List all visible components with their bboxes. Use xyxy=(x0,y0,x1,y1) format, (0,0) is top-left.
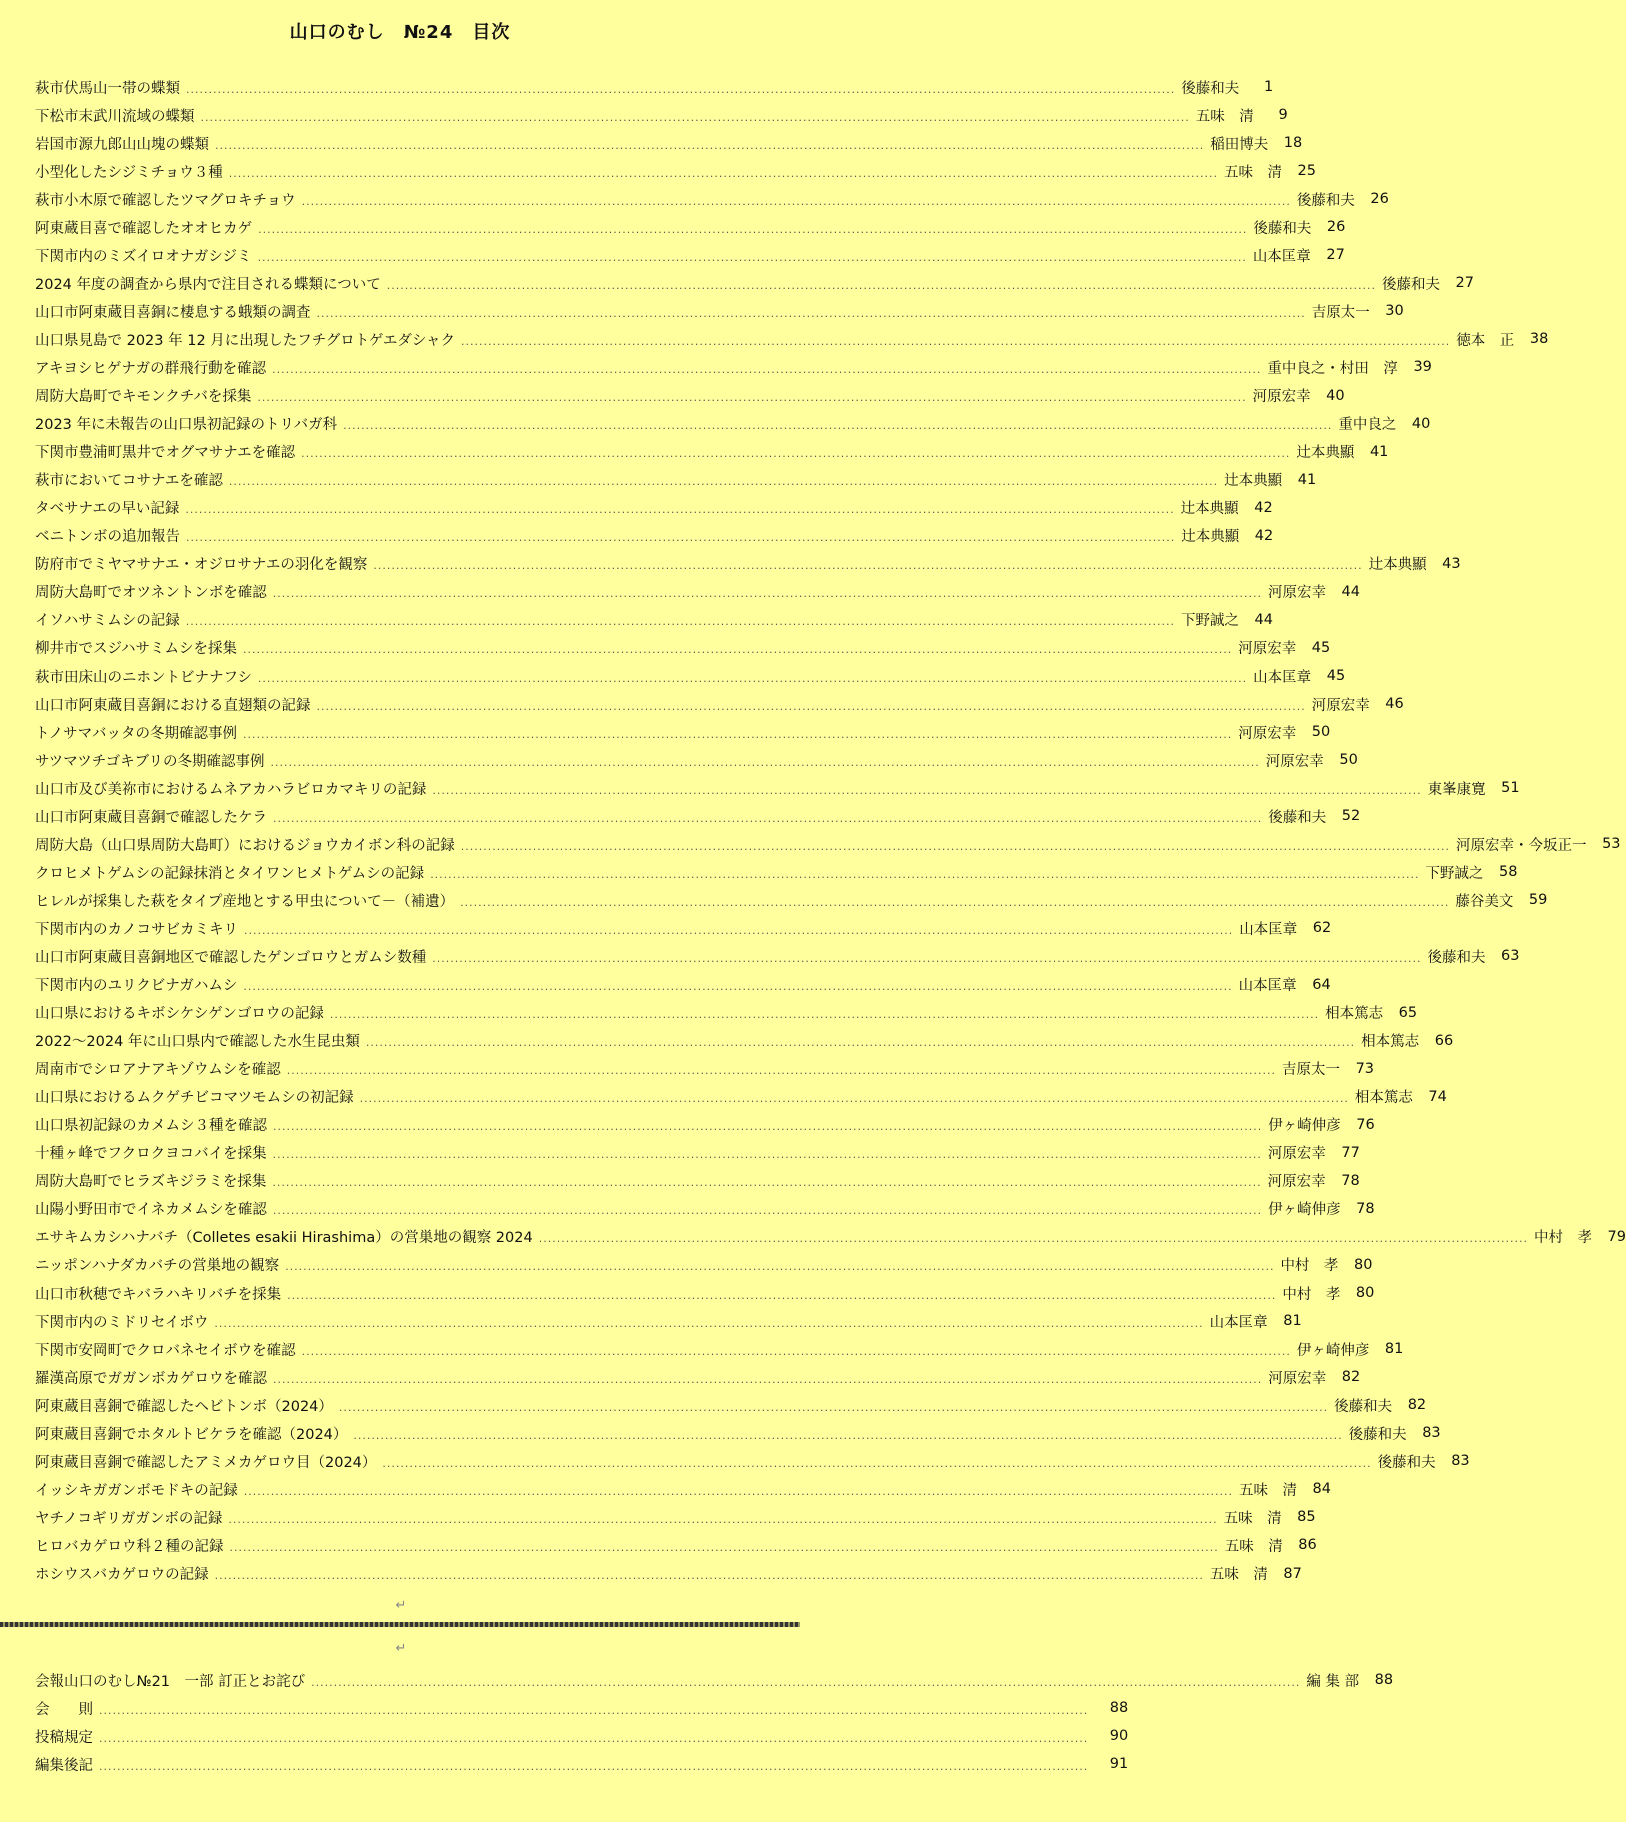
dot-leader: ............................................................................................................................................................................................................................ xyxy=(430,867,1420,881)
entry-page: 1 xyxy=(1264,79,1274,96)
toc-entry xyxy=(35,1419,1441,1447)
entry-page: 83 xyxy=(1422,1425,1441,1442)
entry-author: 河原宏幸 xyxy=(1311,697,1370,714)
entry-author: 後藤和夫 xyxy=(1253,220,1312,237)
entry-author: 五味 清 xyxy=(1224,1538,1283,1555)
toc-entry xyxy=(35,1391,1427,1419)
entry-author: 後藤和夫 xyxy=(1268,809,1327,826)
dot-leader: ............................................................................................................................................................................................................................ xyxy=(343,419,1333,433)
toc-entry xyxy=(35,690,1404,718)
entry-page: 76 xyxy=(1356,1116,1375,1133)
dot-leader: ............................................................................................................................................................................................................................ xyxy=(214,1316,1204,1330)
entry-title: 下関市内のミズイロオナガシジミ xyxy=(35,248,252,265)
entry-page: 85 xyxy=(1297,1509,1316,1526)
toc-entry xyxy=(35,1307,1302,1335)
entry-author: 河原宏幸 xyxy=(1252,389,1311,406)
entry-page: 84 xyxy=(1312,1481,1331,1498)
entry-page: 73 xyxy=(1355,1060,1375,1077)
entry-page: 9 xyxy=(1278,107,1288,124)
entry-page: 81 xyxy=(1384,1341,1404,1358)
toc-entry xyxy=(35,578,1360,606)
entry-page: 77 xyxy=(1341,1144,1360,1161)
dot-leader: ............................................................................................................................................................................................................................ xyxy=(185,615,1175,629)
entry-title: 周防大島町でオツネントンボを確認 xyxy=(35,585,267,602)
dot-leader: ............................................................................................................................................................................................................................ xyxy=(200,110,1190,124)
entry-title: 下関市安岡町でクロバネセイボウを確認 xyxy=(35,1342,296,1359)
entry-page: 83 xyxy=(1451,1453,1470,1470)
toc-entry xyxy=(35,241,1345,269)
entry-title: 周防大島町でキモンクチバを採集 xyxy=(35,389,252,406)
entry-author: 五味 清 xyxy=(1223,1510,1282,1527)
entry-title: 阿東蔵目喜で確認したオオヒカゲ xyxy=(35,220,253,237)
toc-entry xyxy=(35,1503,1316,1531)
dot-leader: ............................................................................................................................................................................................................................ xyxy=(214,1569,1204,1582)
entry-title: 十種ヶ峰でフクロクヨコバイを採集 xyxy=(35,1146,267,1163)
dot-leader: ............................................................................................................................................................................................................................ xyxy=(386,278,1376,292)
entry-author: 河原宏幸 xyxy=(1267,1174,1326,1191)
dot-leader: ............................................................................................................................................................................................................................ xyxy=(228,1512,1218,1526)
toc-entry xyxy=(35,1223,1626,1251)
dot-leader: ............................................................................................................................................................................................................................ xyxy=(99,1731,1089,1745)
dot-leader: ............................................................................................................................................................................................................................ xyxy=(272,362,1262,376)
entry-author: 河原宏幸 xyxy=(1238,641,1297,658)
entry-title: 山口県におけるキボシケシゲンゴロウの記録 xyxy=(35,1006,324,1023)
entry-page: 79 xyxy=(1607,1228,1626,1245)
dot-leader: ............................................................................................................................................................................................................................ xyxy=(186,82,1176,96)
entry-author: 伊ヶ崎伸彦 xyxy=(1296,1342,1370,1359)
dot-leader: ............................................................................................................................................................................................................................ xyxy=(243,1484,1233,1498)
entry-author: 重中良之 xyxy=(1338,417,1397,434)
entry-page: 63 xyxy=(1501,948,1520,965)
toc-entry xyxy=(35,999,1418,1027)
dot-leader: ............................................................................................................................................................................................................................ xyxy=(257,250,1247,264)
entry-title: 編集後記 xyxy=(35,1757,93,1774)
toc-entry xyxy=(35,466,1317,494)
toc-entry xyxy=(35,1195,1375,1223)
entry-page: 38 xyxy=(1529,331,1549,348)
entry-title: ヒロバカゲロウ科２種の記録 xyxy=(35,1538,224,1555)
toc-entry xyxy=(35,1139,1360,1167)
appendix-contents xyxy=(35,1666,1394,1778)
entry-page: 26 xyxy=(1370,191,1389,208)
dot-leader: ............................................................................................................................................................................................................................ xyxy=(257,671,1248,685)
entry-title: 羅漢高原でガガンボカゲロウを確認 xyxy=(35,1370,267,1387)
toc-entry xyxy=(35,662,1346,690)
dot-leader: ............................................................................................................................................................................................................................ xyxy=(186,531,1176,545)
entry-title: 山陽小野田市でイネカメムシを確認 xyxy=(35,1202,267,1219)
entry-title: 山口市阿東蔵目喜銅で確認したケラ xyxy=(35,809,267,826)
entry-author: 後藤和夫 xyxy=(1334,1398,1393,1415)
entry-title: 萩市においてコサナエを確認 xyxy=(35,473,223,490)
entry-title: 2023 年に未報告の山口県初記録のトリバガ科 xyxy=(35,417,338,434)
toc-entry xyxy=(35,438,1389,466)
toc-entry xyxy=(35,1447,1470,1475)
dot-leader: ............................................................................................................................................................................................................................ xyxy=(185,503,1175,517)
entry-author: 辻本典顯 xyxy=(1180,501,1239,518)
dot-leader: ............................................................................................................................................................................................................................ xyxy=(272,587,1262,601)
entry-page: 81 xyxy=(1283,1313,1302,1330)
entry-title: 山口市阿東蔵目喜銅における直翅類の記録 xyxy=(35,697,311,714)
entry-author: 後藤和夫 xyxy=(1427,949,1486,966)
toc-entry xyxy=(35,1111,1375,1139)
entry-page: 45 xyxy=(1311,639,1331,656)
entry-author: 相本篤志 xyxy=(1361,1034,1420,1051)
entry-page: 86 xyxy=(1298,1537,1317,1554)
toc-entry xyxy=(35,410,1431,438)
entry-title: 山口市阿東蔵目喜銅に棲息する蛾類の調査 xyxy=(35,304,311,321)
entry-author: 下野誠之 xyxy=(1425,865,1484,882)
dot-leader: ............................................................................................................................................................................................................................ xyxy=(365,1036,1356,1050)
entry-page: 26 xyxy=(1326,219,1346,236)
dot-leader: ............................................................................................................................................................................................................................ xyxy=(353,1428,1343,1442)
entry-author: 伊ヶ崎伸彦 xyxy=(1268,1202,1341,1219)
entry-author: 山本匡章 xyxy=(1253,669,1312,686)
entry-title: 萩市伏馬山一帯の蝶類 xyxy=(35,80,180,97)
entry-author: 後藤和夫 xyxy=(1381,276,1440,293)
entry-author: 重中良之・村田 淳 xyxy=(1267,360,1398,377)
entry-author: 編 集 部 xyxy=(1306,1673,1360,1690)
dot-leader: ............................................................................................................................................................................................................................ xyxy=(215,138,1205,152)
entry-title: 小型化したシジミチョウ３種 xyxy=(35,164,223,181)
entry-author: 後藤和夫 xyxy=(1181,80,1240,97)
dot-leader: ............................................................................................................................................................................................................................ xyxy=(272,1148,1262,1162)
dot-leader: ............................................................................................................................................................................................................................ xyxy=(316,306,1306,320)
entry-page: 40 xyxy=(1326,387,1345,404)
entry-title: 阿東蔵目喜銅で確認したヘビトンボ（2024） xyxy=(35,1398,333,1415)
toc-entry xyxy=(35,802,1361,830)
entry-title: 下松市末武川流域の蝶類 xyxy=(35,108,195,125)
dot-leader: ............................................................................................................................................................................................................................ xyxy=(272,1176,1262,1190)
toc-entry xyxy=(35,1666,1394,1694)
entry-author: 中村 孝 xyxy=(1282,1286,1341,1303)
entry-author: 後藤和夫 xyxy=(1296,192,1355,209)
toc-entry xyxy=(35,914,1332,942)
entry-author: 山本匡章 xyxy=(1238,978,1297,995)
entry-author: 伊ヶ崎伸彦 xyxy=(1268,1118,1341,1135)
toc-entry xyxy=(35,129,1303,157)
entry-title: 会 則 xyxy=(35,1701,93,1718)
entry-title: 山口市阿東蔵目喜銅地区で確認したゲンゴロウとガムシ数種 xyxy=(35,949,427,966)
dot-leader: ............................................................................................................................................................................................................................ xyxy=(258,222,1248,236)
entry-title: タベサナエの早い記録 xyxy=(35,501,180,518)
toc-entry xyxy=(35,830,1621,858)
dot-leader: ............................................................................................................................................................................................................................ xyxy=(228,475,1219,489)
entry-page: 46 xyxy=(1385,696,1404,713)
toc-entry xyxy=(35,1750,1129,1778)
dot-leader: ............................................................................................................................................................................................................................ xyxy=(286,1064,1277,1078)
toc-entry xyxy=(35,1251,1373,1279)
entry-title: サツマツチゴキブリの冬期確認事例 xyxy=(35,753,265,770)
toc-entry xyxy=(35,774,1520,802)
dot-leader: ............................................................................................................................................................................................................................ xyxy=(243,980,1233,994)
entry-page: 91 xyxy=(1109,1756,1129,1773)
entry-author: 河原宏幸 xyxy=(1268,1370,1327,1387)
entry-author: 後藤和夫 xyxy=(1348,1426,1407,1443)
entry-title: イソハサミムシの記録 xyxy=(35,613,180,630)
entry-page: 44 xyxy=(1341,583,1360,600)
dot-leader: ............................................................................................................................................................................................................................ xyxy=(338,1400,1329,1414)
dot-leader: ............................................................................................................................................................................................................................ xyxy=(257,391,1247,405)
toc-entry xyxy=(35,73,1274,101)
dot-leader: ............................................................................................................................................................................................................................ xyxy=(242,643,1233,657)
toc-entry xyxy=(35,1027,1454,1055)
dot-leader: ............................................................................................................................................................................................................................ xyxy=(311,1675,1301,1689)
entry-page: 41 xyxy=(1369,443,1389,460)
toc-entry xyxy=(35,1475,1331,1503)
entry-title: 下関市内のユリクビナガハムシ xyxy=(35,978,238,995)
entry-page: 78 xyxy=(1341,1172,1360,1189)
entry-page: 64 xyxy=(1312,976,1331,993)
dot-leader: ............................................................................................................................................................................................................................ xyxy=(99,1703,1089,1717)
dot-leader: ............................................................................................................................................................................................................................ xyxy=(228,166,1218,180)
toc-entry xyxy=(35,382,1345,410)
entry-title: 防府市でミヤマサナエ・オジロサナエの羽化を観察 xyxy=(35,557,368,574)
toc-entry xyxy=(35,886,1548,914)
toc-entry xyxy=(35,1055,1375,1083)
entry-page: 74 xyxy=(1428,1088,1447,1105)
entry-title: ホシウスバカゲロウの記録 xyxy=(35,1567,209,1583)
entry-title: アキヨシヒゲナガの群飛行動を確認 xyxy=(35,360,267,377)
entry-page: 50 xyxy=(1339,752,1358,769)
entry-author: 辻本典顯 xyxy=(1224,473,1283,490)
entry-author: 辻本典顯 xyxy=(1181,529,1240,546)
dot-leader: ............................................................................................................................................................................................................................ xyxy=(538,1232,1528,1246)
entry-page: 27 xyxy=(1326,247,1345,264)
entry-title: ニッポンハナダカバチの営巣地の観察 xyxy=(35,1258,280,1275)
entry-page: 25 xyxy=(1297,163,1316,180)
toc-entry xyxy=(35,1363,1361,1391)
entry-page: 80 xyxy=(1355,1285,1375,1302)
entry-page: 78 xyxy=(1356,1200,1375,1217)
dot-leader: ............................................................................................................................................................................................................................ xyxy=(229,1540,1219,1554)
entry-page: 27 xyxy=(1455,275,1474,292)
toc-entry xyxy=(35,522,1274,550)
entry-author: 後藤和夫 xyxy=(1377,1454,1436,1471)
entry-author: 山本匡章 xyxy=(1252,248,1311,265)
entry-author: 河原宏幸 xyxy=(1267,1146,1326,1163)
entry-author: 河原宏幸 xyxy=(1265,753,1324,770)
toc-entry xyxy=(35,606,1273,634)
entry-author: 五味 清 xyxy=(1238,1482,1297,1499)
table-of-contents xyxy=(35,73,1626,1588)
entry-page: 90 xyxy=(1109,1728,1129,1745)
entry-page: 58 xyxy=(1498,864,1518,881)
section-divider xyxy=(0,1622,800,1627)
entry-author: 相本篤志 xyxy=(1325,1006,1384,1023)
entry-title: 山口市及び美祢市におけるムネアカハラビロカマキリの記録 xyxy=(35,781,427,798)
dot-leader: ............................................................................................................................................................................................................................ xyxy=(373,559,1363,573)
entry-title: ヤチノコギリガガンボの記録 xyxy=(35,1510,223,1527)
entry-title: 下関市豊浦町黒井でオグマサナエを確認 xyxy=(35,445,296,462)
entry-title: 柳井市でスジハサミムシを採集 xyxy=(35,641,237,658)
entry-author: 山本匡章 xyxy=(1209,1314,1268,1331)
entry-author: 河原宏幸 xyxy=(1238,725,1297,742)
dot-leader: ............................................................................................................................................................................................................................ xyxy=(329,1008,1320,1022)
toc-entry xyxy=(35,1279,1375,1307)
entry-page: 50 xyxy=(1311,724,1331,741)
entry-title: 阿東蔵目喜銅でホタルトビケラを確認（2024） xyxy=(35,1426,348,1443)
entry-author: 稲田博夫 xyxy=(1210,136,1269,153)
entry-author: 五味 清 xyxy=(1223,164,1282,181)
entry-title: 投稿規定 xyxy=(35,1729,93,1746)
toc-entry xyxy=(35,1559,1302,1587)
entry-author: 五味 清 xyxy=(1195,108,1254,125)
toc-entry xyxy=(35,942,1520,970)
toc-entry xyxy=(35,297,1404,325)
entry-page: 45 xyxy=(1326,668,1346,684)
entry-page: 30 xyxy=(1385,303,1404,320)
entry-page: 40 xyxy=(1411,415,1431,432)
toc-entry xyxy=(35,634,1331,662)
dot-leader: ............................................................................................................................................................................................................................ xyxy=(301,1344,1291,1358)
entry-title: トノサマバッタの冬期確認事例 xyxy=(35,725,237,742)
entry-page: 88 xyxy=(1109,1700,1129,1717)
toc-entry xyxy=(35,718,1331,746)
entry-title: 阿東蔵目喜銅で確認したアミメカゲロウ目（2024） xyxy=(35,1454,377,1471)
entry-page: 18 xyxy=(1283,135,1303,152)
dot-leader: ............................................................................................................................................................................................................................ xyxy=(273,1120,1263,1134)
entry-title: エサキムカシハナバチ（Colletes esakii Hirashima）の営巣地の観察 2024 xyxy=(35,1230,533,1247)
toc-entry xyxy=(35,325,1549,353)
dot-leader: ............................................................................................................................................................................................................................ xyxy=(359,1092,1349,1106)
toc-entry xyxy=(35,269,1474,297)
entry-author: 東峯康寛 xyxy=(1427,781,1486,798)
toc-entry xyxy=(35,1531,1317,1559)
entry-page: 52 xyxy=(1341,808,1361,825)
dot-leader: ............................................................................................................................................................................................................................ xyxy=(244,923,1234,937)
entry-page: 82 xyxy=(1341,1369,1361,1386)
dot-leader: ............................................................................................................................................................................................................................ xyxy=(242,727,1233,741)
dot-leader: ............................................................................................................................................................................................................................ xyxy=(432,951,1422,965)
dot-leader: ............................................................................................................................................................................................................................ xyxy=(273,811,1263,825)
entry-author: 下野誠之 xyxy=(1180,613,1239,630)
entry-title: 周防大島町でヒラズキジラミを採集 xyxy=(35,1174,267,1191)
toc-entry xyxy=(35,1335,1404,1363)
toc-entry xyxy=(35,494,1273,522)
entry-author: 吉原太一 xyxy=(1311,304,1370,321)
toc-entry xyxy=(35,101,1288,129)
toc-entry xyxy=(35,550,1461,578)
entry-title: 下関市内のミドリセイボウ xyxy=(35,1314,209,1331)
toc-entry xyxy=(35,185,1389,213)
dot-leader: ............................................................................................................................................................................................................................ xyxy=(461,334,1451,348)
entry-author: 徳本 正 xyxy=(1456,332,1515,349)
toc-entry xyxy=(35,157,1316,185)
entry-page: 62 xyxy=(1312,920,1332,937)
entry-title: 岩国市源九郎山山塊の蝶類 xyxy=(35,136,209,153)
entry-author: 河原宏幸・今坂正一 xyxy=(1456,837,1587,854)
toc-entry xyxy=(35,1083,1447,1111)
toc-entry xyxy=(35,858,1518,886)
dot-leader: ............................................................................................................................................................................................................................ xyxy=(460,839,1451,853)
entry-page: 39 xyxy=(1413,359,1432,376)
entry-author: 河原宏幸 xyxy=(1267,585,1326,602)
dot-leader: ............................................................................................................................................................................................................................ xyxy=(460,895,1450,909)
entry-author: 辻本典顯 xyxy=(1296,445,1355,462)
entry-title: イッシキガガンボモドキの記録 xyxy=(35,1482,238,1499)
entry-page: 43 xyxy=(1442,555,1461,572)
dot-leader: ............................................................................................................................................................................................................................ xyxy=(272,1204,1263,1218)
dot-leader: ............................................................................................................................................................................................................................ xyxy=(99,1759,1089,1773)
entry-title: 2022～2024 年に山口県内で確認した水生昆虫類 xyxy=(35,1034,360,1051)
entry-author: 五味 清 xyxy=(1209,1567,1268,1583)
dot-leader: ............................................................................................................................................................................................................................ xyxy=(382,1456,1372,1470)
entry-page: 66 xyxy=(1434,1032,1454,1049)
entry-page: 82 xyxy=(1407,1397,1427,1414)
dot-leader: ............................................................................................................................................................................................................................ xyxy=(285,1260,1275,1274)
entry-title: 会報山口のむし№21 一部 訂正とお詫び xyxy=(35,1673,306,1690)
dot-leader: ............................................................................................................................................................................................................................ xyxy=(273,1372,1263,1386)
dot-leader: ............................................................................................................................................................................................................................ xyxy=(432,783,1422,797)
entry-author: 中村 孝 xyxy=(1533,1230,1592,1247)
entry-page: 87 xyxy=(1283,1565,1302,1582)
entry-title: 山口県見島で 2023 年 12 月に出現したフチグロトゲエダシャク xyxy=(35,332,456,349)
entry-page: 51 xyxy=(1501,780,1520,797)
entry-page: 42 xyxy=(1254,499,1273,516)
entry-author: 山本匡章 xyxy=(1239,921,1298,938)
entry-author: 辻本典顯 xyxy=(1368,557,1427,574)
toc-entry xyxy=(35,1722,1129,1750)
entry-title: 周南市でシロアナアキゾウムシを確認 xyxy=(35,1062,281,1079)
entry-author: 藤谷美文 xyxy=(1455,893,1514,910)
entry-title: 2024 年度の調査から県内で注目される蝶類について xyxy=(35,276,381,293)
entry-page: 41 xyxy=(1297,471,1317,488)
entry-title: 山口市秋穂でキバラハキリバチを採集 xyxy=(35,1286,282,1303)
entry-author: 相本篤志 xyxy=(1354,1090,1413,1107)
entry-page: 88 xyxy=(1374,1672,1394,1689)
toc-entry xyxy=(35,353,1432,381)
entry-title: 周防大島（山口県周防大島町）におけるジョウカイボン科の記録 xyxy=(35,837,455,854)
entry-page: 80 xyxy=(1353,1256,1373,1273)
toc-entry xyxy=(35,1167,1360,1195)
toc-entry xyxy=(35,971,1331,999)
entry-page: 59 xyxy=(1528,892,1548,909)
toc-entry xyxy=(35,746,1358,774)
dot-leader: ............................................................................................................................................................................................................................ xyxy=(287,1288,1277,1302)
entry-title: ヒレルが採集した萩をタイプ産地とする甲虫について－（補遺） xyxy=(35,893,455,910)
toc-entry xyxy=(35,213,1346,241)
entry-title: 山口県におけるムクゲチビコマツモムシの初記録 xyxy=(35,1090,354,1107)
entry-page: 42 xyxy=(1254,527,1274,544)
paragraph-mark: ↵ xyxy=(395,1598,407,1613)
entry-title: 萩市田床山のニホントビナナフシ xyxy=(35,669,252,686)
entry-title: クロヒメトゲムシの記録抹消とタイワンヒメトゲムシの記録 xyxy=(35,865,425,882)
entry-page: 53 xyxy=(1602,836,1621,853)
toc-entry xyxy=(35,1694,1129,1722)
dot-leader: ............................................................................................................................................................................................................................ xyxy=(270,755,1260,769)
entry-page: 44 xyxy=(1254,611,1273,628)
entry-title: ベニトンボの追加報告 xyxy=(35,529,180,546)
entry-page: 65 xyxy=(1398,1004,1418,1021)
paragraph-mark: ↵ xyxy=(395,1641,407,1656)
entry-title: 萩市小木原で確認したツマグロキチョウ xyxy=(35,192,296,209)
dot-leader: ............................................................................................................................................................................................................................ xyxy=(301,194,1291,208)
entry-author: 中村 孝 xyxy=(1280,1258,1339,1275)
page-title: 山口のむし №24 目次 xyxy=(289,22,511,43)
entry-title: 山口県初記録のカメムシ３種を確認 xyxy=(35,1118,267,1135)
entry-author: 吉原太一 xyxy=(1282,1062,1341,1079)
dot-leader: ............................................................................................................................................................................................................................ xyxy=(316,699,1306,713)
dot-leader: ............................................................................................................................................................................................................................ xyxy=(301,447,1291,461)
entry-title: 下関市内のカノコサビカミキリ xyxy=(35,921,238,938)
